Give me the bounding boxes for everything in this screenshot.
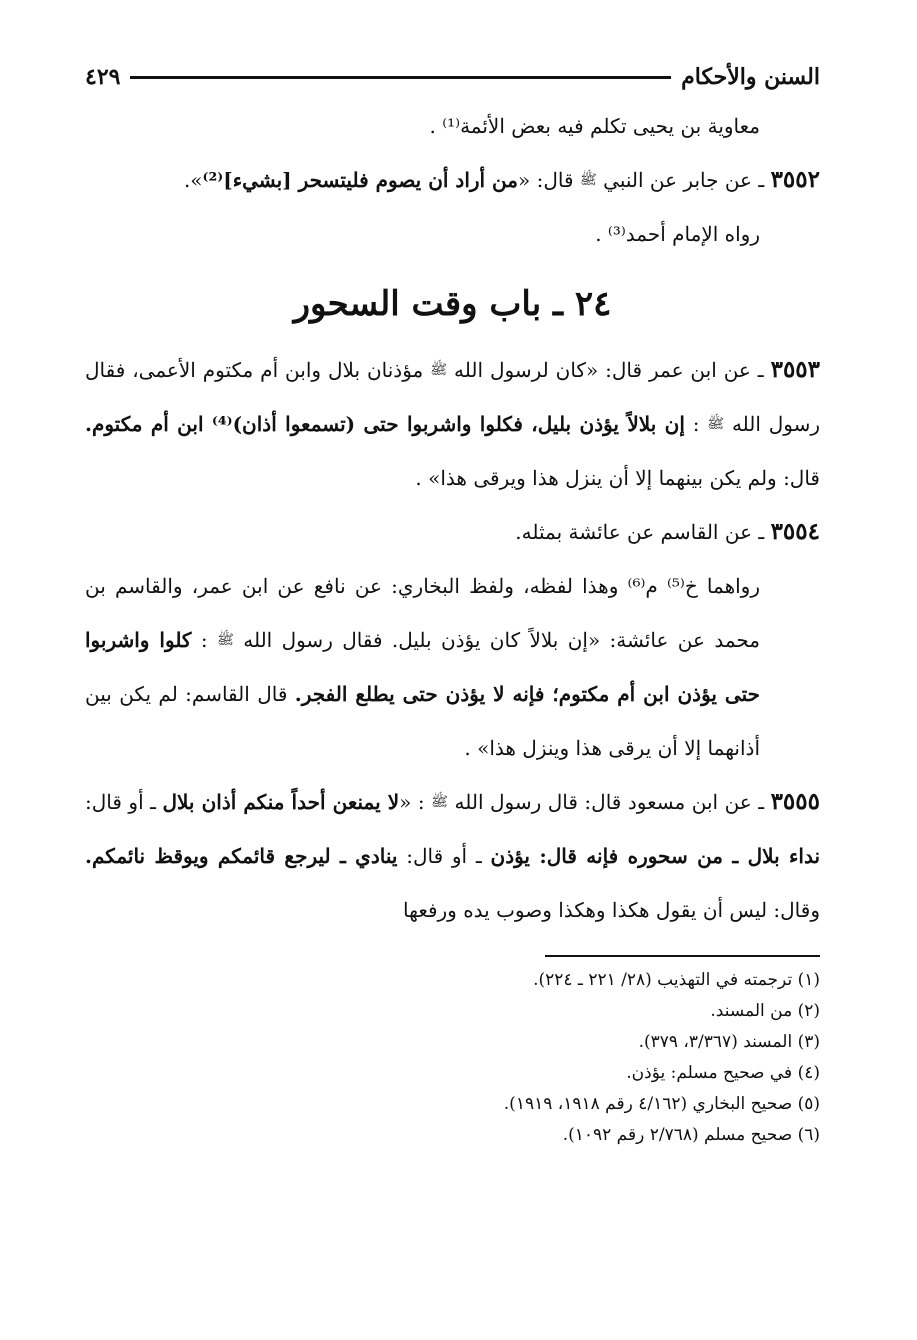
document-page: [85, 55, 820, 1151]
hadith-number: ٣٥٥٥: [770, 788, 820, 815]
riwaya-text: رواهما خ⁽⁵⁾ م⁽⁶⁾ وهذا لفظه، ولفظ البخاري: عن نافع عن ابن عمر، والقاسم بن محمد عن عائشة: «إن بلالاً كان يؤذن بليل. فقال رسول الله: [85, 574, 761, 652]
hadith-text: ـ عن جابر عن النبي: [603, 168, 765, 192]
hadith-number: ٣٥٥٣: [770, 356, 821, 383]
page-number: ٤٢٩: [85, 64, 121, 90]
salutation-symbol: ﷺ: [707, 416, 725, 432]
salutation-symbol: ﷺ: [216, 632, 234, 648]
header-rule: [130, 76, 671, 79]
hadith-quote: كلوا واشربوا حتى يؤذن ابن أم مكتوم؛ فإنه لا يؤذن حتى يطلع الفجر.: [85, 628, 761, 706]
hadith-text: ـ عن ابن عمر قال: «كان لرسول الله: [454, 358, 764, 382]
footnotes: [85, 965, 820, 1151]
hadith-quote: نداء بلال ـ من سحوره فإنه قال: يؤذن: [490, 844, 821, 868]
hadith-3552-reference: رواه الإمام أحمد⁽³⁾ .: [595, 222, 760, 246]
running-title: السنن والأحكام: [681, 64, 820, 90]
hadith-text: ـ أو قال:: [406, 844, 482, 868]
hadith-3552: [85, 153, 820, 207]
footnote: (٣) المسند (٣/٣٦٧، ٣٧٩).: [638, 1032, 820, 1052]
hadith-3553: [85, 343, 820, 505]
footnote: (٥) صحيح البخاري (٤/١٦٢ رقم ١٩١٨، ١٩١٩).: [503, 1094, 820, 1114]
intro-line: معاوية بن يحيى تكلم فيه بعض الأئمة⁽¹⁾ .: [429, 114, 760, 138]
hadith-text: ـ عن ابن مسعود قال: قال رسول الله: [454, 790, 765, 814]
hadith-quote: ينادي ـ ليرجع قائمكم ويوقظ نائمكم.: [85, 844, 398, 868]
footnote: (٤) في صحيح مسلم: يؤذن.: [626, 1063, 820, 1083]
riwaya-text: :: [200, 628, 208, 652]
hadith-3554: [85, 505, 820, 559]
hadith-text: مؤذنان بلال وابن أم مكتوم الأعمى، فقال رسول الله: [85, 358, 820, 436]
hadith-text: ـ أو قال:: [85, 790, 156, 814]
chapter-title: ٢٤ ـ باب وقت السحور: [293, 284, 612, 324]
salutation-symbol: ﷺ: [430, 362, 448, 378]
hadith-text: ـ عن القاسم عن عائشة بمثله.: [515, 520, 765, 544]
hadith-text: ».: [183, 168, 203, 192]
riwaya-paragraph: [85, 559, 820, 775]
hadith-text: :: [692, 412, 700, 436]
footnote: (٢) من المسند.: [710, 1001, 820, 1021]
hadith-3555: [85, 775, 820, 937]
footnote: (٦) صحيح مسلم (٢/٧٦٨ رقم ١٠٩٢).: [562, 1125, 820, 1145]
riwaya-text: قال القاسم: لم يكن بين أذانهما إلا أن يرقى هذا وينزل هذا» .: [85, 682, 760, 760]
hadith-number: ٣٥٥٤: [770, 518, 820, 545]
hadith-text: وقال: ليس أن يقول هكذا وهكذا وصوب يده ورفعها: [403, 898, 820, 922]
salutation-symbol: ﷺ: [579, 172, 597, 188]
hadith-text: قال: ولم يكن بينهما إلا أن ينزل هذا ويرقى هذا» .: [415, 466, 820, 490]
footnote-separator: [545, 955, 820, 957]
hadith-text: قال: «: [517, 168, 574, 192]
hadith-number: ٣٥٥٢: [770, 166, 820, 193]
hadith-quote: من أراد أن يصوم فليتسحر [بشيء]⁽²⁾: [202, 168, 518, 192]
hadith-text: : «: [399, 790, 425, 814]
salutation-symbol: ﷺ: [431, 794, 449, 810]
footnote: (١) ترجمته في التهذيب (٢٨/ ٢٢١ ـ ٢٢٤).: [533, 970, 820, 990]
hadith-quote: إن بلالاً يؤذن بليل، فكلوا واشربوا حتى (تسمعوا أذان)⁽⁴⁾ ابن أم مكتوم.: [85, 412, 685, 436]
running-header: [85, 55, 820, 99]
hadith-quote: لا يمنعن أحداً منكم أذان بلال: [162, 790, 400, 814]
